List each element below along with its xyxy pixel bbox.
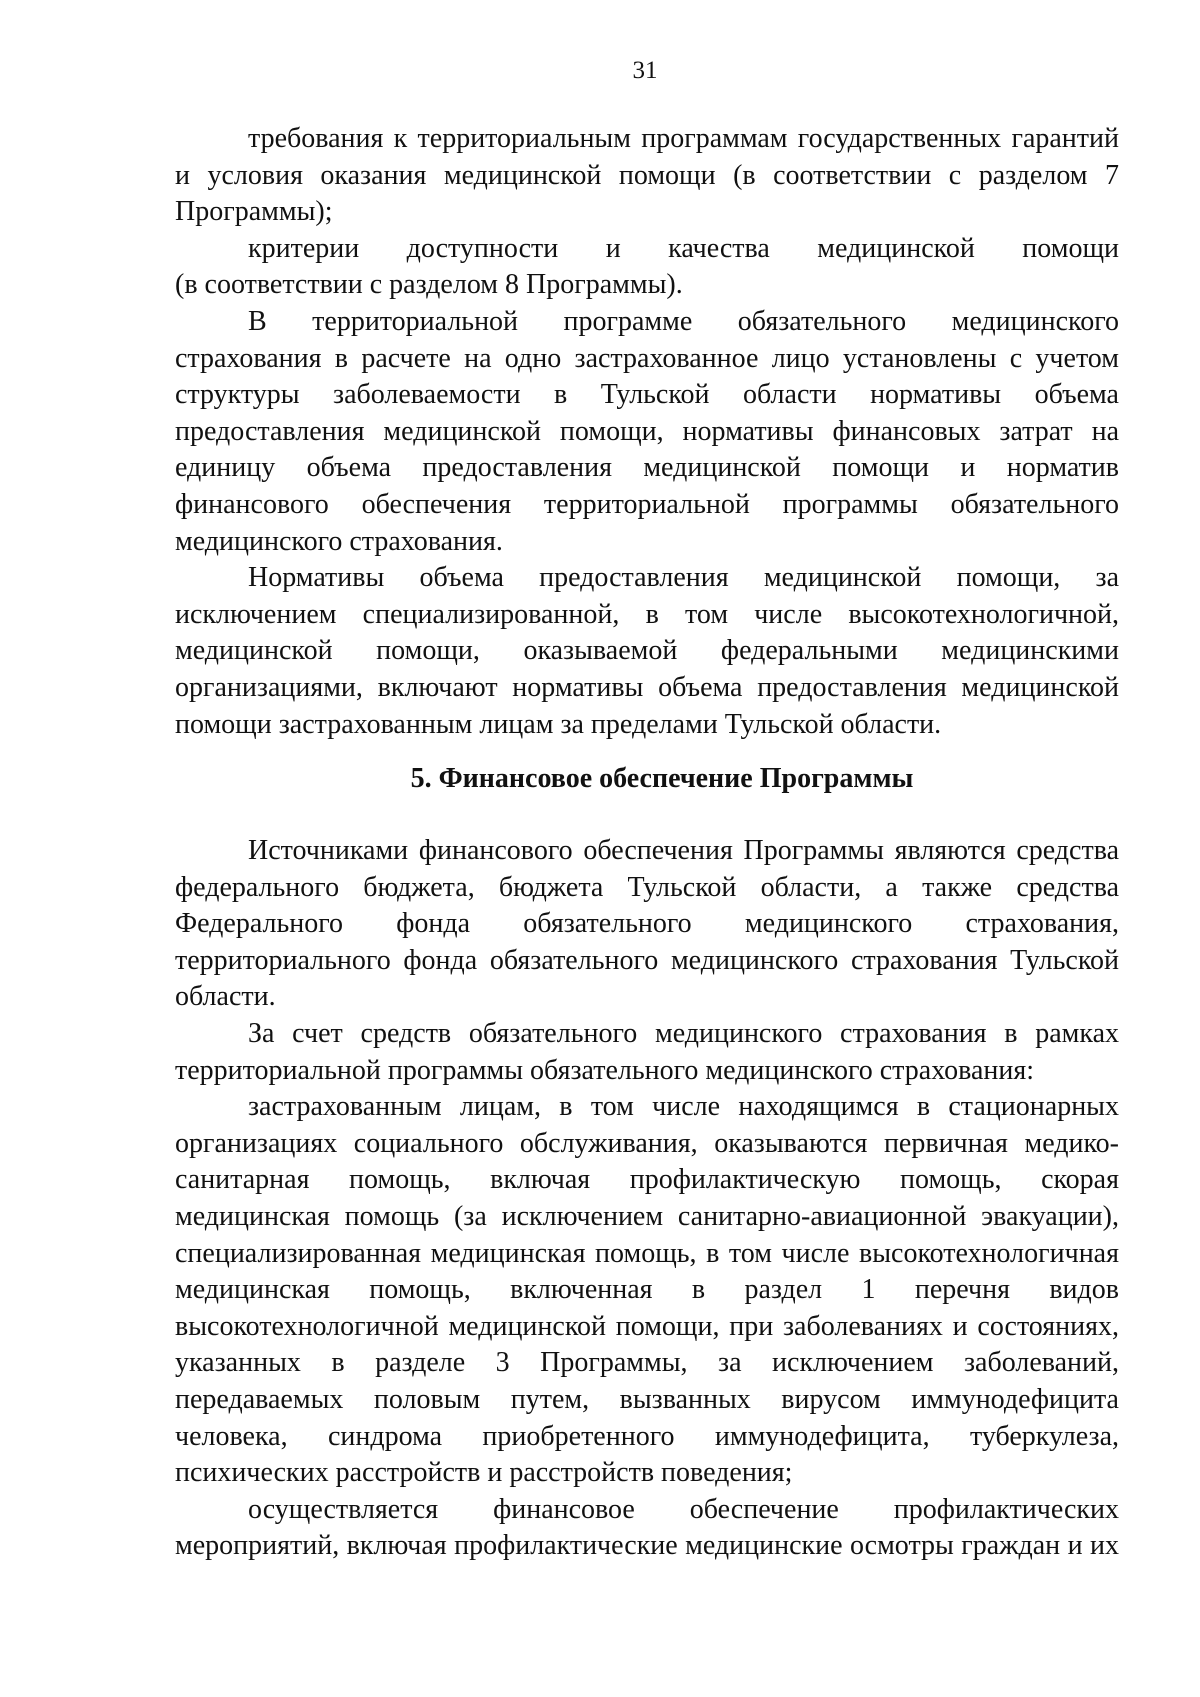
paragraph — [175, 304, 1119, 560]
text-line: организациями, включают нормативы объема предоставления медицинской — [175, 671, 1119, 703]
text-line: медицинского страхования. — [175, 525, 503, 557]
text-line: федерального бюджета, бюджета Тульской области, а также средства — [175, 871, 1119, 903]
text-line: медицинская помощь, включенная в раздел 1 перечня видов — [175, 1274, 1119, 1306]
text-line: (в соответствии с разделом 8 Программы). — [175, 269, 683, 301]
text-line: медицинской помощи, оказываемой федеральными медицинскими — [175, 635, 1119, 667]
text-line: Федерального фонда обязательного медицинского страхования, — [175, 908, 1119, 940]
section-heading: 5. Финансовое обеспечение Программы — [410, 763, 914, 795]
text-line: предоставления медицинской помощи, нормативы финансовых затрат на — [175, 415, 1119, 447]
text-line: передаваемых половым путем, вызванных вирусом иммунодефицита — [175, 1384, 1119, 1415]
text-line: осуществляется финансовое обеспечение профилактических — [248, 1493, 1119, 1525]
text-line: За счет средств обязательного медицинского страхования в рамках — [248, 1018, 1119, 1050]
paragraph — [175, 560, 1119, 743]
text-line: помощи застрахованным лицам за пределами Тульской области. — [175, 708, 942, 740]
text-line: области. — [175, 981, 276, 1013]
text-line: исключением специализированной, в том числе высокотехнологичной, — [175, 598, 1119, 630]
text-line: человека, синдрома приобретенного иммунодефицита, туберкулеза, — [175, 1420, 1119, 1452]
text-line: застрахованным лицам, в том числе находящимся в стационарных — [248, 1091, 1119, 1123]
text-line: В территориальной программе обязательного медицинского — [248, 305, 1119, 337]
section-body-financing — [175, 833, 1119, 1565]
text-line: указанных в разделе 3 Программы, за исключением заболеваний, — [175, 1347, 1119, 1379]
page-number: 31 — [632, 57, 658, 84]
text-line: организациях социального обслуживания, оказываются первичная медико- — [175, 1127, 1119, 1159]
text-line: критерии доступности и качества медицинской помощи — [248, 232, 1119, 264]
text-line: медицинская помощь (за исключением санитарно-авиационной эвакуации), — [175, 1201, 1119, 1233]
section-body-previous — [175, 121, 1119, 743]
paragraph — [175, 1492, 1119, 1565]
paragraph — [175, 1089, 1119, 1492]
text-line: территориальной программы обязательного медицинского страхования: — [175, 1054, 1035, 1086]
paragraph — [175, 231, 1119, 304]
text-line: единицу объема предоставления медицинской помощи и норматив — [175, 452, 1119, 484]
text-line: Источниками финансового обеспечения Программы являются средства — [248, 835, 1119, 867]
text-line: специализированная медицинская помощь, в том числе высокотехнологичная — [175, 1237, 1119, 1269]
text-line: высокотехнологичной медицинской помощи, при заболеваниях и состояниях, — [175, 1310, 1119, 1342]
text-line: Программы); — [175, 196, 333, 228]
text-line: и условия оказания медицинской помощи (в соответствии с разделом 7 — [175, 159, 1119, 191]
text-line: мероприятий, включая профилактические медицинские осмотры граждан и их — [175, 1530, 1119, 1562]
paragraph — [175, 833, 1119, 1016]
text-line: территориального фонда обязательного медицинского страхования Тульской — [175, 944, 1119, 976]
text-line: страхования в расчете на одно застрахованное лицо установлены с учетом — [175, 342, 1119, 374]
text-line: санитарная помощь, включая профилактическую помощь, скорая — [175, 1164, 1119, 1196]
text-line: финансового обеспечения территориальной программы обязательного — [175, 488, 1119, 520]
paragraph — [175, 121, 1119, 231]
text-line: психических расстройств и расстройств поведения; — [175, 1457, 793, 1489]
paragraph — [175, 1016, 1119, 1089]
page-body — [175, 121, 1119, 1565]
text-line: структуры заболеваемости в Тульской области нормативы объема — [175, 379, 1119, 411]
text-line: Нормативы объема предоставления медицинской помощи, за — [248, 562, 1119, 594]
text-line: требования к территориальным программам государственных гарантий — [248, 123, 1119, 154]
